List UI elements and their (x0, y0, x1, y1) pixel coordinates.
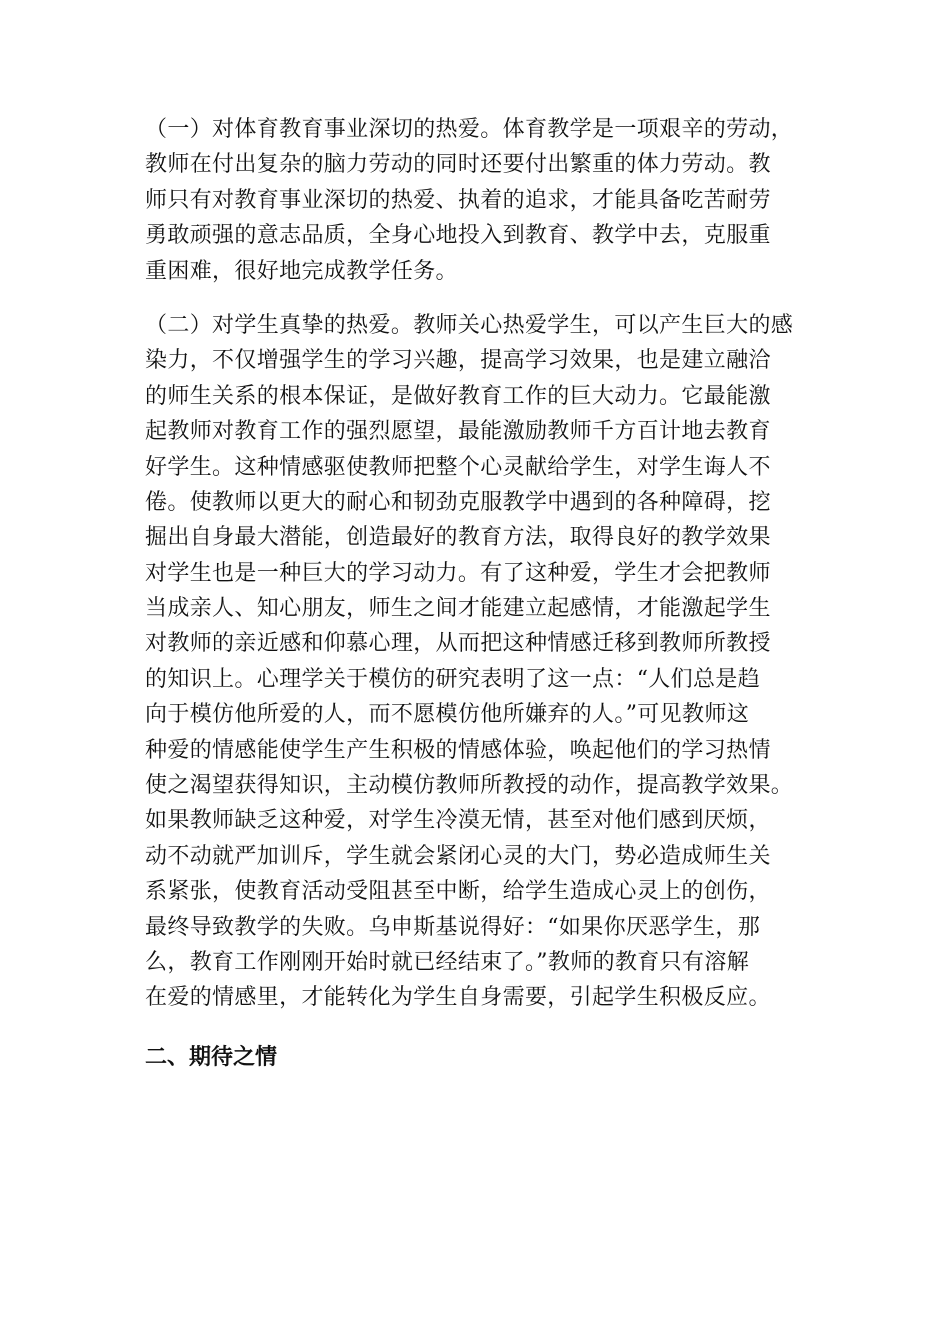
text-line: （一）对体育教育事业深切的热爱。体育教学是一项艰辛的劳动， (145, 117, 794, 142)
text-line: 教师在付出复杂的脑力劳动的同时还要付出繁重的体力劳动。教 (145, 152, 771, 178)
text-line: 对教师的亲近感和仰慕心理，从而把这种情感迁移到教师所教授 (145, 631, 771, 657)
section-heading: 二、期待之情 (145, 1044, 278, 1070)
text-line: 的知识上。心理学关于模仿的研究表明了这一点：“人们总是趋 (145, 666, 761, 692)
text-line: 掘出自身最大潜能，创造最好的教育方法，取得良好的教学效果 (145, 525, 771, 551)
text-line: 么，教育工作刚刚开始时就已经结束了。”教师的教育只有溶解 (145, 949, 750, 975)
document-body (145, 112, 815, 1076)
text-line: 师只有对教育事业深切的热爱、执着的追求，才能具备吃苦耐劳 (145, 187, 771, 213)
paragraph-love-for-students (145, 308, 815, 1016)
text-line: 起教师对教育工作的强烈愿望，最能激励教师千方百计地去教育 (145, 419, 771, 445)
text-line: 勇敢顽强的意志品质，全身心地投入到教育、教学中去，克服重 (145, 223, 771, 249)
text-line: 的师生关系的根本保证，是做好教育工作的巨大动力。它最能激 (145, 383, 771, 409)
text-line: 系紧张，使教育活动受阻甚至中断，给学生造成心灵上的创伤， (145, 879, 771, 905)
text-line: 使之渴望获得知识，主动模仿教师所教授的动作，提高教学效果。 (145, 773, 794, 799)
text-line: （二）对学生真挚的热爱。教师关心热爱学生，可以产生巨大的感 (145, 312, 794, 338)
text-line: 当成亲人、知心朋友，师生之间才能建立起感情，才能激起学生 (145, 596, 771, 622)
text-line: 向于模仿他所爱的人，而不愿模仿他所嫌弃的人。”可见教师这 (145, 702, 750, 728)
text-line: 染力，不仅增强学生的学习兴趣，提高学习效果，也是建立融洽 (145, 348, 771, 374)
text-line: 对学生也是一种巨大的学习动力。有了这种爱，学生才会把教师 (145, 560, 771, 586)
text-line: 重困难，很好地完成教学任务。 (145, 258, 458, 284)
text-line: 如果教师缺乏这种爱，对学生冷漠无情，甚至对他们感到厌烦， (145, 808, 771, 834)
paragraph-passion-for-pe-career (145, 112, 815, 289)
text-line: 倦。使教师以更大的耐心和韧劲克服教学中遇到的各种障碍，挖 (145, 489, 771, 515)
text-line: 好学生。这种情感驱使教师把整个心灵献给学生，对学生诲人不 (145, 454, 771, 480)
text-line: 种爱的情感能使学生产生积极的情感体验，唤起他们的学习热情 (145, 737, 771, 763)
text-line: 在爱的情感里，才能转化为学生自身需要，引起学生积极反应。 (145, 985, 771, 1011)
text-line: 最终导致教学的失败。乌申斯基说得好：“如果你厌恶学生，那 (145, 914, 761, 940)
text-line: 动不动就严加训斥，学生就会紧闭心灵的大门，势必造成师生关 (145, 843, 771, 869)
